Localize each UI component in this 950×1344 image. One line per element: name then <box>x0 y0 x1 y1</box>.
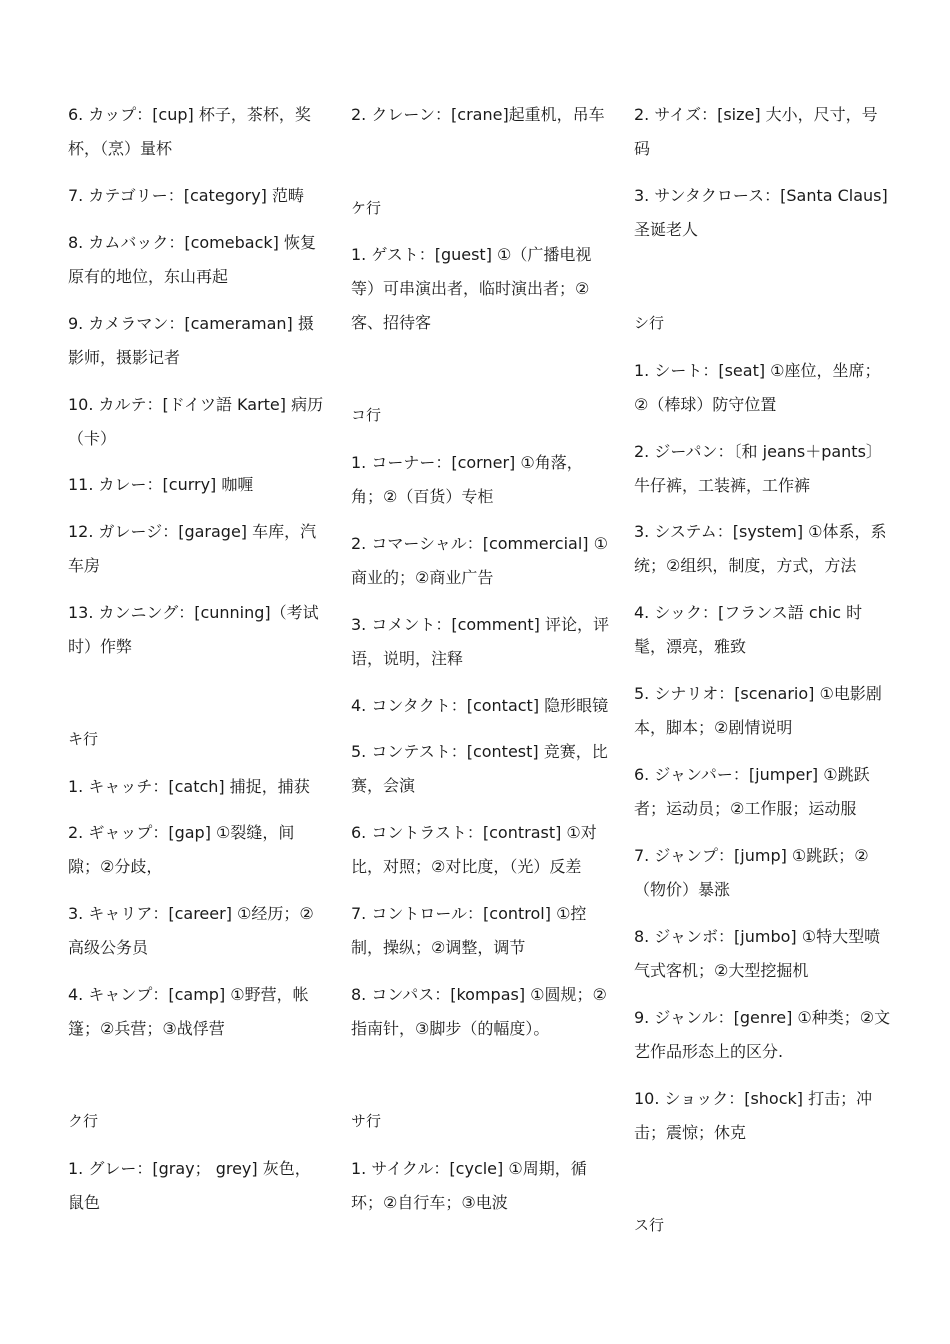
section-heading-ke: ケ行 <box>351 199 382 217</box>
entry-guest: 1. ゲスト：[guest] ①（广播电视等）可串演出者，临时演出者；②客、招待客 <box>351 245 592 332</box>
entry-gap: 2. ギャップ：[gap] ①裂缝，间隙；②分歧， <box>68 823 295 876</box>
entry-camp: 4. キャンプ：[camp] ①野营，帐篷；②兵营；③战俘营 <box>68 985 309 1038</box>
entry-contrast: 6. コントラスト：[contrast] ①对比，对照；②对比度，（光）反差 <box>351 823 597 876</box>
entry-scenario: 5. シナリオ：[scenario] ①电影剧本，脚本；②剧情说明 <box>634 684 882 737</box>
entry-comeback: 8. カムバック：[comeback] 恢复原有的地位，东山再起 <box>68 233 316 286</box>
entry-jumper: 6. ジャンパー：[jumper] ①跳跃者；运动员；②工作服；运动服 <box>634 765 870 818</box>
section-heading-shi: シ行 <box>634 314 665 332</box>
section-heading-ko: コ行 <box>351 406 382 424</box>
entry-curry: 11. カレー：[curry] 咖喱 <box>68 475 254 494</box>
entry-garage: 12. ガレージ：[garage] 车库，汽车房 <box>68 522 317 575</box>
entry-cup: 6. カップ：[cup] 杯子，茶杯，奖杯，（烹）量杯 <box>68 105 311 158</box>
entry-system: 3. システム：[system] ①体系，系统；②组织，制度，方式，方法 <box>634 522 887 575</box>
section-heading-ku: ク行 <box>68 1112 99 1130</box>
entry-corner: 1. コーナー：[corner] ①角落，角；②（百货）专柜 <box>351 453 583 506</box>
entry-jump: 7. ジャンプ：[jump] ①跳跃；②（物价）暴涨 <box>634 846 869 899</box>
entry-catch: 1. キャッチ：[catch] 捕捉，捕获 <box>68 777 310 796</box>
entry-kompas: 8. コンパス：[kompas] ①圆规；②指南针，③脚步（的幅度）。 <box>351 985 607 1038</box>
section-heading-ki: キ行 <box>68 730 99 748</box>
section-heading-sa: サ行 <box>351 1112 382 1130</box>
entry-santa-claus: 3. サンタクロース：[Santa Claus] 圣诞老人 <box>634 186 888 239</box>
entry-chic: 4. シック：[フランス語 chic 时髦，漂亮，雅致 <box>634 603 863 656</box>
entry-contest: 5. コンテスト：[contest] 竞赛，比赛，会演 <box>351 742 608 795</box>
entry-crane: 2. クレーン：[crane]起重机，吊车 <box>351 105 605 124</box>
entry-shock: 10. ショック：[shock] 打击；冲击；震惊；休克 <box>634 1089 873 1142</box>
section-heading-su: ス行 <box>634 1216 665 1234</box>
entry-cunning: 13. カンニング：[cunning]（考试时）作弊 <box>68 603 319 656</box>
entry-career: 3. キャリア：[career] ①经历；②高级公务员 <box>68 904 314 957</box>
entry-commercial: 2. コマーシャル：[commercial] ①商业的；②商业广告 <box>351 534 608 587</box>
entry-gray: 1. グレー：[gray； grey] 灰色，鼠色 <box>68 1159 311 1212</box>
entry-contact: 4. コンタクト：[contact] 隐形眼镜 <box>351 696 609 715</box>
entry-comment: 3. コメント：[comment] 评论，评语，说明，注释 <box>351 615 609 668</box>
entry-jumbo: 8. ジャンボ：[jumbo] ①特大型喷气式客机；②大型挖掘机 <box>634 927 881 980</box>
entry-cycle: 1. サイクル：[cycle] ①周期，循环；②自行车；③电波 <box>351 1159 587 1212</box>
entry-category: 7. カテゴリー：[category] 范畴 <box>68 186 304 205</box>
entry-seat: 1. シート：[seat] ①座位，坐席；②（棒球）防守位置 <box>634 361 881 414</box>
entry-control: 7. コントロール：[control] ①控制，操纵；②调整，调节 <box>351 904 587 957</box>
entry-size: 2. サイズ：[size] 大小，尺寸，号码 <box>634 105 878 158</box>
entry-karte: 10. カルテ：[ドイツ語 Karte] 病历（卡） <box>68 395 324 448</box>
entry-cameraman: 9. カメラマン：[cameraman] 摄影师，摄影记者 <box>68 314 314 367</box>
entry-jeans: 2. ジーパン：〔和 jeans＋pants〕牛仔裤，工装裤，工作裤 <box>634 442 882 495</box>
entry-genre: 9. ジャンル：[genre] ①种类；②文艺作品形态上的区分. <box>634 1008 891 1061</box>
